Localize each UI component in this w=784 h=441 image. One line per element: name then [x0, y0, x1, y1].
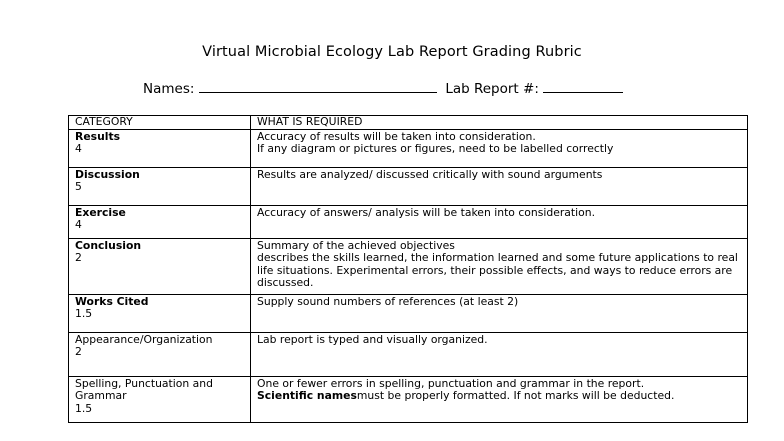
requirement-text: Accuracy of results will be taken into consideration.	[257, 129, 536, 143]
category-cell	[69, 376, 251, 422]
category-points: 4	[75, 218, 82, 231]
requirement-cell	[251, 205, 748, 238]
category-points: 5	[75, 180, 82, 193]
requirement-text: Lab report is typed and visually organized.	[257, 332, 488, 346]
requirement-text: Accuracy of answers/ analysis will be taken into consideration.	[257, 205, 596, 219]
table-row	[69, 167, 748, 205]
requirement-cell	[251, 167, 748, 205]
category-name: Works Cited	[75, 294, 149, 308]
document-title: Virtual Microbial Ecology Lab Report Grading Rubric	[202, 44, 582, 60]
category-points: 2	[75, 251, 82, 264]
requirement-text	[257, 390, 741, 403]
category-cell	[69, 129, 251, 167]
category-name: Discussion	[75, 167, 140, 181]
category-points: 4	[75, 142, 82, 155]
requirement-text: describes the skills learned, the information learned and some future applications to real life situations. Experimental errors, their possible effects, and ways to reduce errors are discussed.	[257, 251, 738, 289]
category-points: 2	[75, 345, 82, 358]
category-name: Results	[75, 129, 121, 143]
requirement-cell	[251, 238, 748, 294]
category-points: 1.5	[75, 401, 93, 415]
category-points: 1.5	[75, 307, 93, 320]
requirement-rest-text: must be properly formatted. If not marks will be deducted.	[356, 389, 675, 402]
category-cell	[69, 205, 251, 238]
table-row	[69, 294, 748, 332]
requirement-cell	[251, 294, 748, 332]
category-cell	[69, 167, 251, 205]
names-label: Names:	[143, 81, 195, 97]
category-cell	[69, 332, 251, 376]
table-header-row	[69, 116, 748, 130]
requirement-cell	[251, 129, 748, 167]
requirement-cell	[251, 376, 748, 422]
header-requirements: WHAT IS REQUIRED	[251, 116, 748, 130]
requirement-text: Summary of the achieved objectives	[257, 238, 455, 252]
category-name: Conclusion	[75, 238, 142, 252]
category-name: Spelling, Punctuation and Grammar	[75, 376, 213, 402]
lab-report-blank	[543, 80, 623, 93]
table-row	[69, 238, 748, 294]
category-cell	[69, 238, 251, 294]
category-name: Appearance/Organization	[75, 332, 213, 346]
requirement-text: One or fewer errors in spelling, punctuation and grammar in the report.	[257, 376, 645, 390]
category-cell	[69, 294, 251, 332]
requirement-bold-text: Scientific names	[257, 389, 357, 402]
requirement-text: Supply sound numbers of references (at least 2)	[257, 294, 519, 308]
category-name: Exercise	[75, 205, 126, 219]
table-row	[69, 332, 748, 376]
table-row	[69, 205, 748, 238]
lab-report-label: Lab Report #:	[445, 81, 539, 97]
table-row	[69, 376, 748, 422]
requirement-cell	[251, 332, 748, 376]
header-category: CATEGORY	[69, 116, 251, 130]
rubric-table	[68, 115, 748, 423]
requirement-text: Results are analyzed/ discussed critically with sound arguments	[257, 167, 603, 181]
names-blank	[199, 80, 437, 93]
names-line	[143, 80, 623, 97]
requirement-text: If any diagram or pictures or figures, need to be labelled correctly	[257, 142, 614, 155]
table-row	[69, 129, 748, 167]
